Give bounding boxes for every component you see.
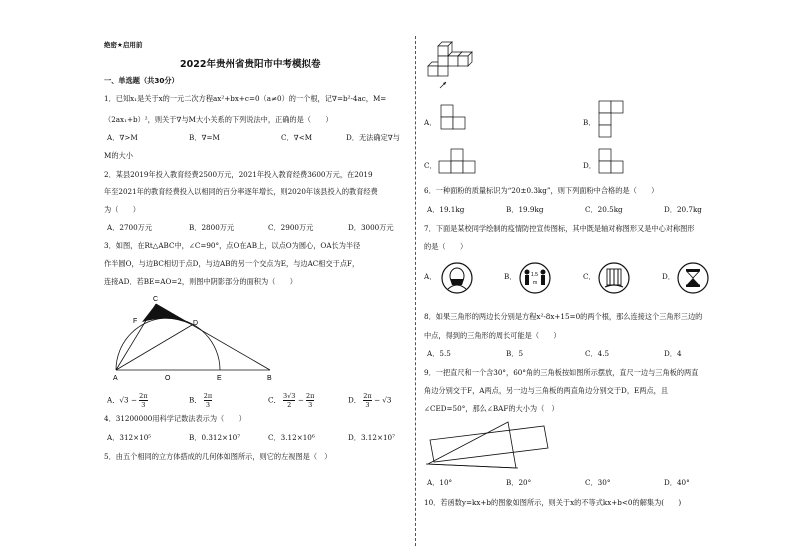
column-divider (415, 36, 416, 546)
q3-option-d[interactable] (348, 392, 391, 409)
q3-a-num: 2π (139, 392, 148, 400)
q8-option-a[interactable]: A．5.5 (427, 349, 451, 358)
q5-view-c (438, 148, 478, 178)
q8-option-c[interactable]: C．4.5 (585, 349, 610, 358)
q5-view-d (598, 148, 628, 178)
q3-line3: 连接AD．若BE=AO=2，则图中阴影部分的面积为（ ） (104, 277, 297, 286)
q3-b-den: 3 (205, 401, 211, 409)
q3-d-prefix: D． (348, 395, 361, 405)
q8-option-d[interactable]: D．4 (664, 349, 682, 358)
q2-line2: 年至2021年的教育经费投入以相同的百分率逐年增长，则2020年该县投入的教育经费 (104, 187, 378, 196)
q8-line1: 8．如果三角形的两边长分别是方程x²-8x+15=0的两个根，那么连接这个三角形三边的 (424, 312, 703, 321)
q4-line1: 4．31200000用科学记数法表示为（ ） (104, 414, 246, 423)
q4-option-a[interactable]: A．312×10⁵ (107, 433, 152, 442)
q9-ruler-triangle-figure (424, 418, 554, 474)
q2-option-d[interactable]: D．3000万元 (348, 223, 394, 232)
page-title: 2022年贵州省贵阳市中考模拟卷 (180, 59, 321, 70)
q6-option-b[interactable]: B．19.9kg (506, 205, 544, 214)
q1-tail: M的大小 (104, 151, 133, 160)
q5-view-a (440, 104, 470, 134)
q3-c-prefix: C． (268, 395, 281, 405)
q1-option-a[interactable]: A．∇>M (107, 133, 138, 142)
q3-c-num2: 2π (306, 392, 315, 400)
q5-option-b[interactable]: B． (583, 118, 596, 127)
q3-option-c[interactable] (268, 392, 314, 409)
q7-option-b[interactable]: B． (504, 272, 517, 281)
q8-line2: 中点，得到的三角形的周长可能是（ ） (424, 331, 561, 340)
q5-option-d[interactable]: D． (583, 161, 596, 170)
q3-c-minus: − (297, 395, 304, 405)
q9-line1: 9．一把直尺和一个含30°，60°角的三角板按如图所示摆放，直尺一边与三角板的两直 (424, 368, 699, 377)
q9-line3: ∠CED=50°，那么∠BAF的大小为（ ） (424, 404, 559, 413)
q1-option-c[interactable]: C．∇<M (281, 133, 313, 142)
q3-option-b[interactable] (189, 392, 212, 409)
q2-option-a[interactable]: A．2700万元 (107, 223, 153, 232)
fig-label-e: E (217, 375, 222, 382)
q6-option-a[interactable]: A．19.1kg (427, 205, 465, 214)
fig-label-d: D (193, 320, 199, 327)
q5-option-a[interactable]: A． (424, 118, 437, 127)
q6-option-c[interactable]: C．20.5kg (585, 205, 623, 214)
q6-option-d[interactable]: D．20.7kg (664, 205, 702, 214)
q1-option-b[interactable]: B．∇=M (189, 133, 220, 142)
q7-icon-a-mask-face (440, 261, 474, 295)
q9-line2: 角边分别交于F，A两点，另一边与三角板的两直角边分别交于D，E两点，且 (424, 386, 669, 395)
q2-option-c[interactable]: C．2900万元 (268, 223, 314, 232)
q8-option-b[interactable]: B．5 (506, 349, 524, 358)
q3-b-prefix: B． (189, 395, 202, 405)
confidential-label: 绝密★启用前 (104, 41, 143, 49)
fig-label-o: O (165, 375, 171, 382)
q7-option-a[interactable]: A． (424, 272, 437, 281)
q1-option-d[interactable]: D．无法确定∇与 (346, 133, 400, 142)
q3-c-den1: 2 (287, 401, 292, 409)
q9-option-a[interactable]: A．10° (427, 478, 453, 487)
q7-icon-c-handwash (597, 261, 631, 295)
q3-c-den2: 3 (308, 401, 313, 409)
q2-option-b[interactable]: B．2800万元 (189, 223, 235, 232)
q7-b-distance-unit: m (533, 280, 538, 286)
section-heading: 一、单选题（共30分） (104, 76, 179, 85)
q4-option-c[interactable]: C．3.12×10⁶ (268, 433, 315, 442)
q3-d-den: 3 (365, 401, 370, 409)
fig-label-f: F (133, 318, 138, 325)
q3-line1: 3．如图，在Rt△ABC中，∠C=90°，点O在AB上，以点O为圆心，OA长为半径 (104, 241, 361, 250)
q9-option-b[interactable]: B．20° (506, 478, 532, 487)
q5-line1: 5．由五个相同的立方体搭成的几何体如图所示，则它的左视图是（ ） (104, 452, 332, 461)
q3-c-num1: 3√3 (282, 392, 296, 400)
fig-label-a: A (113, 375, 118, 382)
q3-d-num: 2π (363, 392, 372, 400)
q7-line2: 的是（ ） (424, 242, 468, 251)
q10-line1: 10．若函数y=kx+b的图象如图所示，则关于x的不等式kx+b<0的解集为( ) (424, 498, 682, 507)
q9-option-d[interactable]: D．40° (664, 478, 690, 487)
q3-option-a[interactable] (107, 392, 148, 409)
q2-line3: 为（ ） (104, 205, 140, 214)
q7-option-c[interactable]: C． (583, 272, 596, 281)
q7-option-d[interactable]: D． (662, 272, 675, 281)
q3-a-den: 3 (141, 401, 146, 409)
q1-line1: 1．已知x₁是关于x的一元二次方程ax²+bx+c=0（a≠0）的一个根，记∇=b²-4ac，M= (104, 94, 387, 103)
q1-line2: （2ax₁+b）²，则关于∇与M大小关系的下列说法中，正确的是（ ） (104, 115, 333, 124)
q3-d-suffix: − √3 (373, 395, 392, 405)
q7-line1: 7．下面是某校同学绘制的疫情防控宣传图标，其中既是轴对称图形又是中心对称图形 (424, 224, 695, 233)
fig-label-b: B (267, 375, 272, 382)
q3-a-prefix: A．√3 − (107, 395, 137, 405)
q3-b-num: 2π (203, 392, 213, 400)
q5-cube-figure (424, 38, 484, 96)
q7-icon-b-distance (518, 261, 552, 295)
q3-figure (104, 292, 284, 384)
q5-view-b (598, 100, 628, 142)
q3-line2: 作半圆O，与边BC相切于点D，与边AB的另一个交点为E，与边AC相交于点F， (104, 259, 360, 268)
q5-option-c[interactable]: C． (424, 161, 437, 170)
q4-option-d[interactable]: D．3.12×10⁷ (348, 433, 396, 442)
q6-line1: 6．一种面粉的质量标识为“20±0.3kg”，则下列面粉中合格的是（ ） (424, 186, 659, 195)
q2-line1: 2．某县2019年投入教育经费2500万元，2021年投入教育经费3600万元，在2019 (104, 170, 373, 179)
q7-icon-d-hourglass (676, 261, 710, 295)
fig-label-c: C (153, 296, 159, 303)
q7-b-distance-value: 1.5 (531, 272, 538, 278)
q9-option-c[interactable]: C．30° (585, 478, 611, 487)
q4-option-b[interactable]: B．0.312×10⁷ (189, 433, 241, 442)
